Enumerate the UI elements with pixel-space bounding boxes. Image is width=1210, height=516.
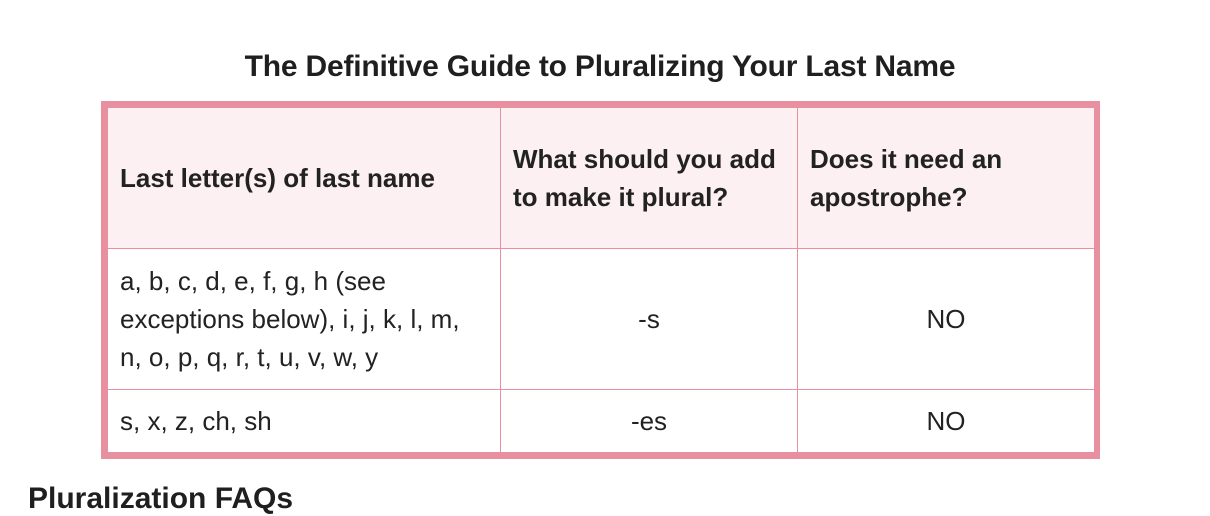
cell-letters: s, x, z, ch, sh [108,389,501,452]
pluralization-table [107,107,1095,453]
cell-apostrophe: NO [798,248,1095,389]
cell-letters: a, b, c, d, e, f, g, h (see exceptions below), i, j, k, l, m, n, o, p, q, r, t, u, v, w, y [108,248,501,389]
faq-section-heading: Pluralization FAQs [28,482,294,515]
table-row [108,248,1095,389]
cell-apostrophe: NO [798,389,1095,452]
table-row [108,389,1095,452]
header-apostrophe: Does it need an apostrophe? [798,108,1095,249]
header-what-to-add: What should you add to make it plural? [501,108,798,249]
page-title: The Definitive Guide to Pluralizing Your Last Name [244,50,956,84]
cell-add: -es [501,389,798,452]
pluralization-table-frame [101,101,1100,459]
cell-add: -s [501,248,798,389]
header-last-letters: Last letter(s) of last name [108,108,501,249]
table-header-row [108,108,1095,249]
